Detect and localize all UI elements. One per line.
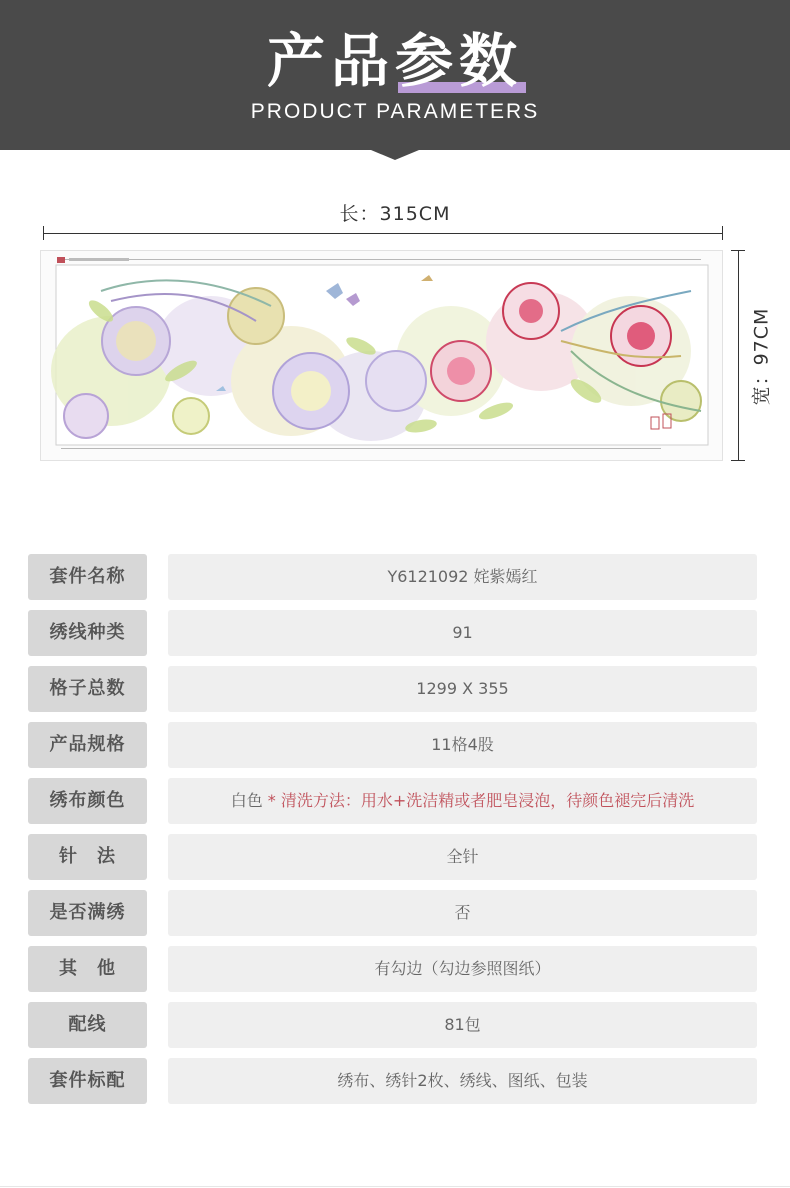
pattern-artwork-image <box>40 250 723 461</box>
length-tick-left <box>43 226 44 240</box>
length-line <box>43 233 723 234</box>
page-subtitle: PRODUCT PARAMETERS <box>250 100 540 123</box>
spec-label: 绣布颜色 <box>28 778 147 824</box>
header-notch <box>371 150 419 160</box>
spec-label: 是否满绣 <box>28 890 147 936</box>
spec-value: 绣布、绣针2枚、绣线、图纸、包装 <box>168 1058 757 1104</box>
bottom-divider <box>0 1186 790 1187</box>
spec-row-other <box>0 946 790 992</box>
spec-row-fabric-color <box>0 778 790 824</box>
spec-value: 有勾边（勾边参照图纸） <box>168 946 757 992</box>
spec-row-thread-types <box>0 610 790 656</box>
washing-note: * 清洗方法：用水+洗洁精或者肥皂浸泡，待颜色褪完后清洗 <box>262 791 695 810</box>
length-tick-right <box>722 226 723 240</box>
spec-row-stitch <box>0 834 790 880</box>
spec-value <box>168 778 757 824</box>
spec-row-full-embroidery <box>0 890 790 936</box>
spec-value: Y6121092 姹紫嫣红 <box>168 554 757 600</box>
spec-label: 套件名称 <box>28 554 147 600</box>
spec-label: 绣线种类 <box>28 610 147 656</box>
spec-label: 产品规格 <box>28 722 147 768</box>
fabric-color-value: 白色 <box>230 791 263 810</box>
spec-row-kit-contents <box>0 1058 790 1104</box>
spec-value: 1299 X 355 <box>168 666 757 712</box>
spec-label: 配线 <box>28 1002 147 1048</box>
width-line <box>738 250 739 461</box>
spec-label: 其 他 <box>28 946 147 992</box>
spec-value: 81包 <box>168 1002 757 1048</box>
width-tick-top <box>731 250 745 251</box>
spec-row-kit-name <box>0 554 790 600</box>
width-tick-bottom <box>731 460 745 461</box>
spec-label: 套件标配 <box>28 1058 147 1104</box>
spec-row-product-spec <box>0 722 790 768</box>
spec-label: 格子总数 <box>28 666 147 712</box>
spec-value: 11格4股 <box>168 722 757 768</box>
spec-row-grid-count <box>0 666 790 712</box>
page-title: 产品参数 <box>266 27 523 95</box>
length-label: 长：315CM <box>339 203 451 225</box>
spec-value: 91 <box>168 610 757 656</box>
spec-label: 针 法 <box>28 834 147 880</box>
width-label: 宽：97CM <box>750 307 773 406</box>
spec-value: 否 <box>168 890 757 936</box>
spec-value: 全针 <box>168 834 757 880</box>
spec-row-thread-packs <box>0 1002 790 1048</box>
